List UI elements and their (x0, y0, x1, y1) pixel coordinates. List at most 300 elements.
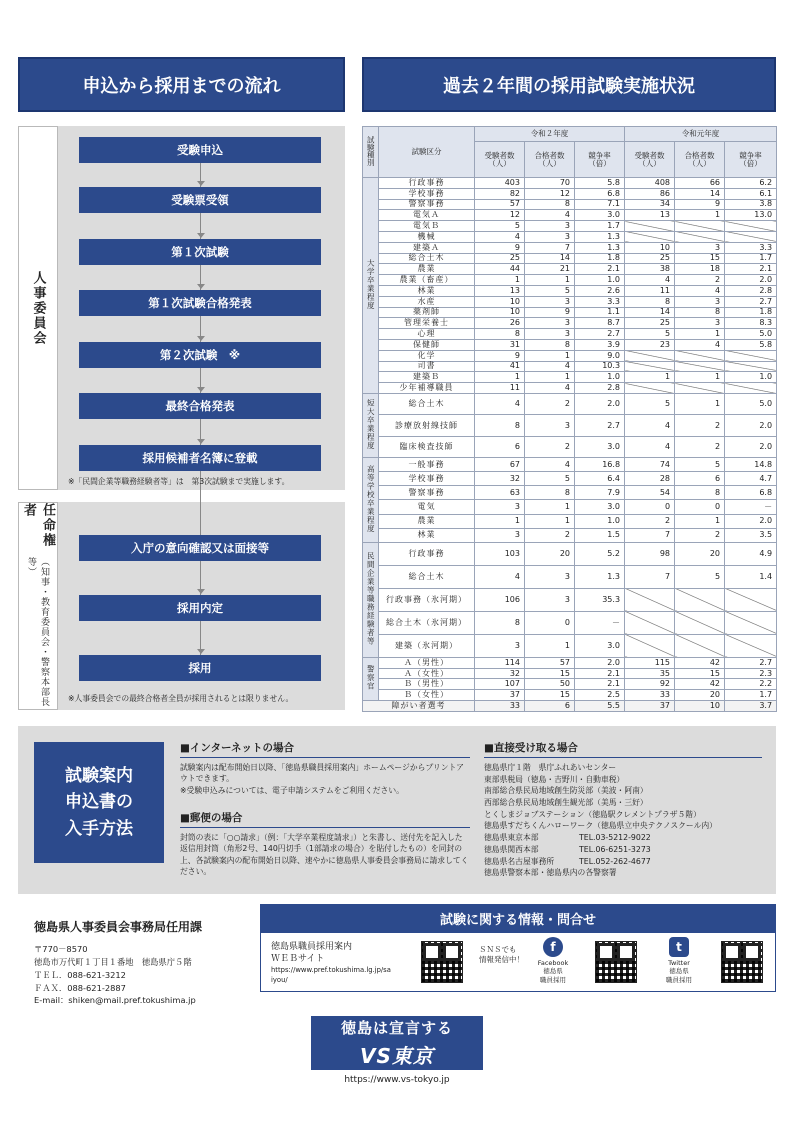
value-cell: 5 (625, 393, 675, 414)
value-cell: 4 (525, 210, 575, 221)
table-row (363, 199, 777, 210)
list-item (484, 844, 762, 856)
office-place: 南部総合県民局地域創生防災部（美波・阿南） (484, 786, 648, 796)
exam-name-cell: 障がい者選考 (363, 701, 475, 712)
exam-name-cell: Ａ（男性） (379, 657, 475, 668)
value-cell: 21 (525, 264, 575, 275)
value-cell: 3 (525, 221, 575, 232)
value-cell: 2.8 (575, 383, 625, 394)
not-held-cell (725, 588, 777, 611)
office-place: 西部総合県民局地域創生観光部（美馬・三好） (484, 798, 648, 808)
site-title: 徳島県職員採用案内 (271, 942, 353, 952)
value-cell: 9 (475, 242, 525, 253)
guide-title (34, 742, 164, 863)
exam-name-cell: 総合土木（氷河期） (379, 611, 475, 634)
value-cell: 1 (675, 393, 725, 414)
value-cell: 3 (475, 528, 525, 542)
value-cell: 20 (525, 542, 575, 565)
site-subtitle: ＷＥＢサイト (271, 954, 325, 964)
value-cell: 1.0 (575, 514, 625, 528)
value-cell: 35.3 (575, 588, 625, 611)
office-place: 徳島県名古屋事務所 (484, 856, 555, 866)
exam-name-cell: 建築Ｂ (379, 372, 475, 383)
table-row (363, 668, 777, 679)
category-cell: 高等学校卒業程度 (363, 458, 379, 543)
value-cell: 2 (525, 436, 575, 457)
exam-name-cell: 学校事務 (379, 188, 475, 199)
value-cell: 8.3 (725, 318, 777, 329)
value-cell: 15 (675, 253, 725, 264)
value-cell: 3 (525, 231, 575, 242)
value-cell: 4.9 (725, 542, 777, 565)
value-cell: 2.1 (575, 264, 625, 275)
col-subheader: 受験者数 （人） (625, 142, 675, 178)
not-held-cell (675, 231, 725, 242)
not-held-cell (625, 350, 675, 361)
value-cell: 4 (525, 383, 575, 394)
col-subheader: 合格者数 （人） (525, 142, 575, 178)
value-cell: 1 (475, 514, 525, 528)
category-cell: 警察官 (363, 657, 379, 700)
value-cell: 32 (475, 668, 525, 679)
value-cell: 2.1 (575, 668, 625, 679)
not-held-cell (675, 221, 725, 232)
exam-name-cell: 農業 (379, 514, 475, 528)
exam-name-cell: 心理 (379, 329, 475, 340)
value-cell: 14.8 (725, 458, 777, 472)
value-cell: 8 (475, 611, 525, 634)
value-cell: 8 (525, 199, 575, 210)
value-cell: 1 (525, 275, 575, 286)
value-cell: 8 (675, 307, 725, 318)
value-cell: 10 (625, 242, 675, 253)
value-cell: 63 (475, 486, 525, 500)
table-row (363, 210, 777, 221)
value-cell: － (575, 611, 625, 634)
guide-section (18, 726, 776, 894)
table-row (363, 188, 777, 199)
value-cell: 8 (475, 329, 525, 340)
exam-name-cell: 建築Ａ (379, 242, 475, 253)
flow-step: 受験票受領 (79, 187, 321, 213)
value-cell: 13.0 (725, 210, 777, 221)
value-cell: 42 (675, 657, 725, 668)
exam-name-cell: 行政事務（氷河期） (379, 588, 475, 611)
category-cell: 短大卒業程度 (363, 393, 379, 457)
value-cell: 3.0 (575, 436, 625, 457)
table-row (363, 372, 777, 383)
value-cell: 4 (525, 458, 575, 472)
table-row (363, 472, 777, 486)
category-cell: 民間企業等職務経験者等 (363, 542, 379, 657)
exam-name-cell: 司書 (379, 361, 475, 372)
value-cell: 1 (675, 514, 725, 528)
value-cell: 2.2 (725, 679, 777, 690)
stats-table-wrap (362, 126, 776, 712)
value-cell: 14 (525, 253, 575, 264)
value-cell: 5 (675, 458, 725, 472)
table-row (363, 565, 777, 588)
value-cell: 98 (625, 542, 675, 565)
value-cell: 114 (475, 657, 525, 668)
value-cell: 3 (675, 318, 725, 329)
table-row (363, 588, 777, 611)
site-qr-code[interactable] (421, 941, 463, 983)
value-cell: 10.3 (575, 361, 625, 372)
value-cell: 106 (475, 588, 525, 611)
table-row (363, 500, 777, 514)
col-subheader: 合格者数 （人） (675, 142, 725, 178)
value-cell: 1.7 (575, 221, 625, 232)
value-cell: 6.4 (575, 472, 625, 486)
table-row (363, 690, 777, 701)
table-row (363, 657, 777, 668)
flow-step: 第１次試験合格発表 (79, 290, 321, 316)
value-cell: 57 (475, 199, 525, 210)
logo-url[interactable]: https://www.vs-tokyo.jp (344, 1075, 450, 1085)
office-phone: TEL.03-5212-9022 (579, 833, 651, 843)
not-held-cell (725, 231, 777, 242)
value-cell: 2.0 (725, 436, 777, 457)
guide-internet-heading: ■インターネットの場合 (180, 740, 470, 758)
value-cell: 10 (675, 701, 725, 712)
value-cell: 1 (625, 372, 675, 383)
office-place: 徳島県東京本部 (484, 833, 539, 843)
value-cell: 25 (625, 253, 675, 264)
exam-name-cell: Ａ（女性） (379, 668, 475, 679)
value-cell: 67 (475, 458, 525, 472)
value-cell: 8 (525, 339, 575, 350)
value-cell: 7 (525, 242, 575, 253)
guide-mail-text: 封筒の表に「○○請求」（例：「大学卒業程度請求」）と朱書し、送付先を記入した返信用封筒（角形2号、140円切手（1部請求の場合）を貼付したもの）を同封の上、各試験案内の配布開始日以降、速やかに徳島県人事委員会事務局に請求してください。 (180, 833, 469, 876)
value-cell: 0 (675, 500, 725, 514)
not-held-cell (625, 383, 675, 394)
value-cell: 13 (625, 210, 675, 221)
value-cell: 2.3 (725, 668, 777, 679)
value-cell: 2.7 (725, 296, 777, 307)
sns-text: ＳＮＳでも 情報発信中！ (479, 945, 524, 964)
value-cell: 107 (475, 679, 525, 690)
flow-note-hiring: ※人事委員会での最終合格者全員が採用されるとは限りません。 (68, 694, 294, 703)
value-cell: 1.0 (575, 372, 625, 383)
value-cell: 2 (675, 415, 725, 436)
value-cell: 3 (525, 318, 575, 329)
value-cell: 4 (625, 275, 675, 286)
table-row (363, 528, 777, 542)
value-cell: 31 (475, 339, 525, 350)
value-cell: 12 (475, 210, 525, 221)
office-phone: TEL.052-262-4677 (579, 856, 651, 866)
flow-arrow-icon (197, 387, 205, 392)
vs-tokyo-logo[interactable] (311, 1016, 483, 1070)
value-cell: 1 (525, 350, 575, 361)
value-cell: 1.8 (575, 253, 625, 264)
value-cell: 37 (475, 690, 525, 701)
value-cell: 2.0 (725, 275, 777, 286)
value-cell: 3 (525, 329, 575, 340)
facebook-icon[interactable]: f (543, 937, 563, 957)
value-cell: 5 (525, 472, 575, 486)
not-held-cell (675, 350, 725, 361)
stats-table (362, 126, 777, 712)
value-cell: 1.7 (725, 690, 777, 701)
value-cell: 4 (475, 565, 525, 588)
value-cell: 4 (625, 436, 675, 457)
value-cell: 3.9 (575, 339, 625, 350)
flow-step: 受験申込 (79, 137, 321, 163)
value-cell: 1 (525, 372, 575, 383)
value-cell: 3 (525, 565, 575, 588)
flow-arrow-icon (197, 181, 205, 186)
exam-name-cell: 警察事務 (379, 199, 475, 210)
value-cell: 15 (525, 690, 575, 701)
exam-name-cell: 一般事務 (379, 458, 475, 472)
not-held-cell (725, 611, 777, 634)
not-held-cell (625, 231, 675, 242)
value-cell: 25 (475, 253, 525, 264)
value-cell: 1.3 (575, 231, 625, 242)
value-cell: 10 (475, 296, 525, 307)
value-cell: 1.1 (575, 307, 625, 318)
twitter-label: Twitter 徳島県 職員採用 (666, 959, 692, 984)
value-cell: 2 (525, 528, 575, 542)
side-label-appointer-sub: （知事・教育委員会・警察本部長等） (26, 556, 49, 707)
flow-step: 採用内定 (79, 595, 321, 621)
exam-name-cell: 農業 (379, 264, 475, 275)
exam-name-cell: 警察事務 (379, 486, 475, 500)
exam-name-cell: 総合土木 (379, 253, 475, 264)
value-cell: 9 (475, 350, 525, 361)
table-row (363, 231, 777, 242)
table-row (363, 253, 777, 264)
table-row (363, 285, 777, 296)
office-info (34, 943, 196, 1007)
twitter-qr-code[interactable] (721, 941, 763, 983)
office-place: 徳島県関西本部 (484, 844, 539, 854)
guide-internet-text: 試験案内は配布開始日以降、「徳島県職員採用案内」ホームページからプリントアウトできます。 ※受験申込みについては、電子申請システムをご利用ください。 (180, 763, 464, 795)
table-row (363, 339, 777, 350)
office-place: 東部県税局（徳島・吉野川・自動車税） (484, 774, 625, 784)
site-url[interactable]: https://www.pref.tokushima.lg.jp/saiyou/ (271, 966, 391, 984)
table-row (363, 350, 777, 361)
value-cell: 13 (475, 285, 525, 296)
value-cell: 2.0 (725, 514, 777, 528)
flow-arrow-icon (197, 284, 205, 289)
table-row (363, 264, 777, 275)
office-place: 徳島県すだちくんハローワーク（徳島県立中央テクノスクール内） (484, 821, 717, 831)
value-cell: 10 (475, 307, 525, 318)
not-held-cell (625, 611, 675, 634)
table-row (363, 242, 777, 253)
value-cell: 2 (625, 514, 675, 528)
value-cell: 0 (625, 500, 675, 514)
col-year-r2: 令和２年度 (475, 127, 625, 142)
value-cell: 8 (675, 486, 725, 500)
not-held-cell (675, 611, 725, 634)
exam-name-cell: 少年補導職員 (379, 383, 475, 394)
value-cell: 11 (625, 285, 675, 296)
value-cell: 1 (525, 514, 575, 528)
exam-name-cell: 建築（氷河期） (379, 634, 475, 657)
guide-title-line: 入手方法 (65, 818, 133, 839)
table-row (363, 361, 777, 372)
value-cell: 20 (675, 542, 725, 565)
value-cell: 2 (675, 436, 725, 457)
value-cell: 2.8 (725, 285, 777, 296)
not-held-cell (625, 588, 675, 611)
value-cell: 1 (475, 372, 525, 383)
value-cell: 4 (525, 361, 575, 372)
value-cell: 3.7 (725, 701, 777, 712)
office-line: 〒770－8570 (34, 944, 88, 954)
value-cell: 92 (625, 679, 675, 690)
office-name: 徳島県人事委員会事務局任用課 (34, 920, 203, 934)
not-held-cell (625, 361, 675, 372)
col-year-r1: 令和元年度 (625, 127, 777, 142)
value-cell: 41 (475, 361, 525, 372)
value-cell: 5 (525, 285, 575, 296)
stats-heading: 過去２年間の採用試験実施状況 (362, 57, 776, 112)
office-line: 徳島市万代町１丁目１番地 徳島県庁５階 (34, 956, 192, 967)
not-held-cell (625, 221, 675, 232)
value-cell: 8 (525, 486, 575, 500)
exam-name-cell: 機械 (379, 231, 475, 242)
list-item (484, 762, 762, 774)
value-cell: 5 (475, 221, 525, 232)
value-cell: 3 (525, 415, 575, 436)
value-cell: 12 (525, 188, 575, 199)
not-held-cell (725, 221, 777, 232)
exam-name-cell: 化学 (379, 350, 475, 361)
value-cell: 3.5 (725, 528, 777, 542)
value-cell: 6.8 (725, 486, 777, 500)
value-cell: 103 (475, 542, 525, 565)
value-cell: 1.0 (725, 372, 777, 383)
value-cell: 25 (625, 318, 675, 329)
value-cell: 1.5 (575, 528, 625, 542)
table-row (363, 296, 777, 307)
flow-step: 第２次試験 ※ (79, 342, 321, 368)
list-item (484, 867, 762, 879)
value-cell: 5.8 (575, 178, 625, 189)
list-item (484, 809, 762, 821)
value-cell: 2.7 (575, 329, 625, 340)
not-held-cell (675, 634, 725, 657)
exam-name-cell: 農業（畜産） (379, 275, 475, 286)
col-exam-class: 試験区分 (379, 127, 475, 178)
list-item (484, 832, 762, 844)
logo-line2: VS東京 (360, 1044, 434, 1068)
value-cell: 1.3 (575, 242, 625, 253)
value-cell: 6.8 (575, 188, 625, 199)
value-cell: 5.8 (725, 339, 777, 350)
table-row (363, 221, 777, 232)
guide-direct-list (484, 762, 762, 879)
value-cell: 0 (525, 611, 575, 634)
value-cell: 5.5 (575, 701, 625, 712)
value-cell: 2.5 (575, 690, 625, 701)
facebook-qr-code[interactable] (595, 941, 637, 983)
logo-line1: 徳島は宣言する (340, 1019, 453, 1037)
not-held-cell (625, 634, 675, 657)
exam-name-cell: Ｂ（男性） (379, 679, 475, 690)
value-cell: 37 (625, 701, 675, 712)
value-cell: 2.7 (725, 657, 777, 668)
value-cell: 42 (675, 679, 725, 690)
value-cell: 4.7 (725, 472, 777, 486)
value-cell: 2 (675, 275, 725, 286)
office-place: 徳島県庁１階 県庁ふれあいセンター (484, 763, 617, 772)
not-held-cell (675, 361, 725, 372)
value-cell: 7 (625, 565, 675, 588)
value-cell: 6.1 (725, 188, 777, 199)
col-subheader: 競争率 （倍） (575, 142, 625, 178)
table-row (363, 458, 777, 472)
value-cell: 6 (675, 472, 725, 486)
value-cell: 5.0 (725, 393, 777, 414)
value-cell: 3 (675, 296, 725, 307)
value-cell: 18 (675, 264, 725, 275)
list-item (484, 774, 762, 786)
value-cell: 6.2 (725, 178, 777, 189)
value-cell: 1 (475, 275, 525, 286)
value-cell: 11 (475, 383, 525, 394)
value-cell: 66 (675, 178, 725, 189)
value-cell: 50 (525, 679, 575, 690)
flow-heading: 申込から採用までの流れ (18, 57, 345, 112)
flow-note-experience: ※「民間企業等職務経験者等」は 第3次試験まで実施します。 (68, 477, 290, 486)
exam-name-cell: 林業 (379, 285, 475, 296)
value-cell: 14 (675, 188, 725, 199)
flow-step: 採用 (79, 655, 321, 681)
exam-name-cell: 総合土木 (379, 393, 475, 414)
value-cell: 57 (525, 657, 575, 668)
value-cell: 1 (525, 500, 575, 514)
value-cell: 28 (625, 472, 675, 486)
facebook-label: Facebook 徳島県 職員採用 (537, 959, 569, 984)
value-cell: 2 (675, 528, 725, 542)
value-cell: 1.4 (725, 565, 777, 588)
value-cell: 4 (675, 285, 725, 296)
value-cell: 3.0 (575, 210, 625, 221)
exam-name-cell: 臨床検査技師 (379, 436, 475, 457)
table-row (363, 415, 777, 436)
value-cell: 14 (625, 307, 675, 318)
flow-step: 採用候補者名簿に登載 (79, 445, 321, 471)
value-cell: 82 (475, 188, 525, 199)
twitter-icon[interactable]: t (669, 937, 689, 957)
value-cell: 8.7 (575, 318, 625, 329)
value-cell: 2.0 (575, 393, 625, 414)
exam-name-cell: 電気 (379, 500, 475, 514)
office-email[interactable]: E-mail：shiken@mail.pref.tokushima.jp (34, 995, 196, 1006)
value-cell: 8 (625, 296, 675, 307)
value-cell: 1.0 (575, 275, 625, 286)
value-cell: 35 (625, 668, 675, 679)
list-item (484, 797, 762, 809)
side-label-commission-text: 人事委員会 (30, 270, 46, 346)
table-row (363, 679, 777, 690)
value-cell: 23 (625, 339, 675, 350)
flow-step: 第１次試験 (79, 239, 321, 265)
value-cell: 5 (625, 329, 675, 340)
value-cell: 26 (475, 318, 525, 329)
flow-arrow-icon (197, 233, 205, 238)
value-cell: 20 (675, 690, 725, 701)
table-row (363, 318, 777, 329)
office-place: 徳島県警察本部・徳島県内の各警察署 (484, 868, 617, 878)
exam-name-cell: 総合土木 (379, 565, 475, 588)
